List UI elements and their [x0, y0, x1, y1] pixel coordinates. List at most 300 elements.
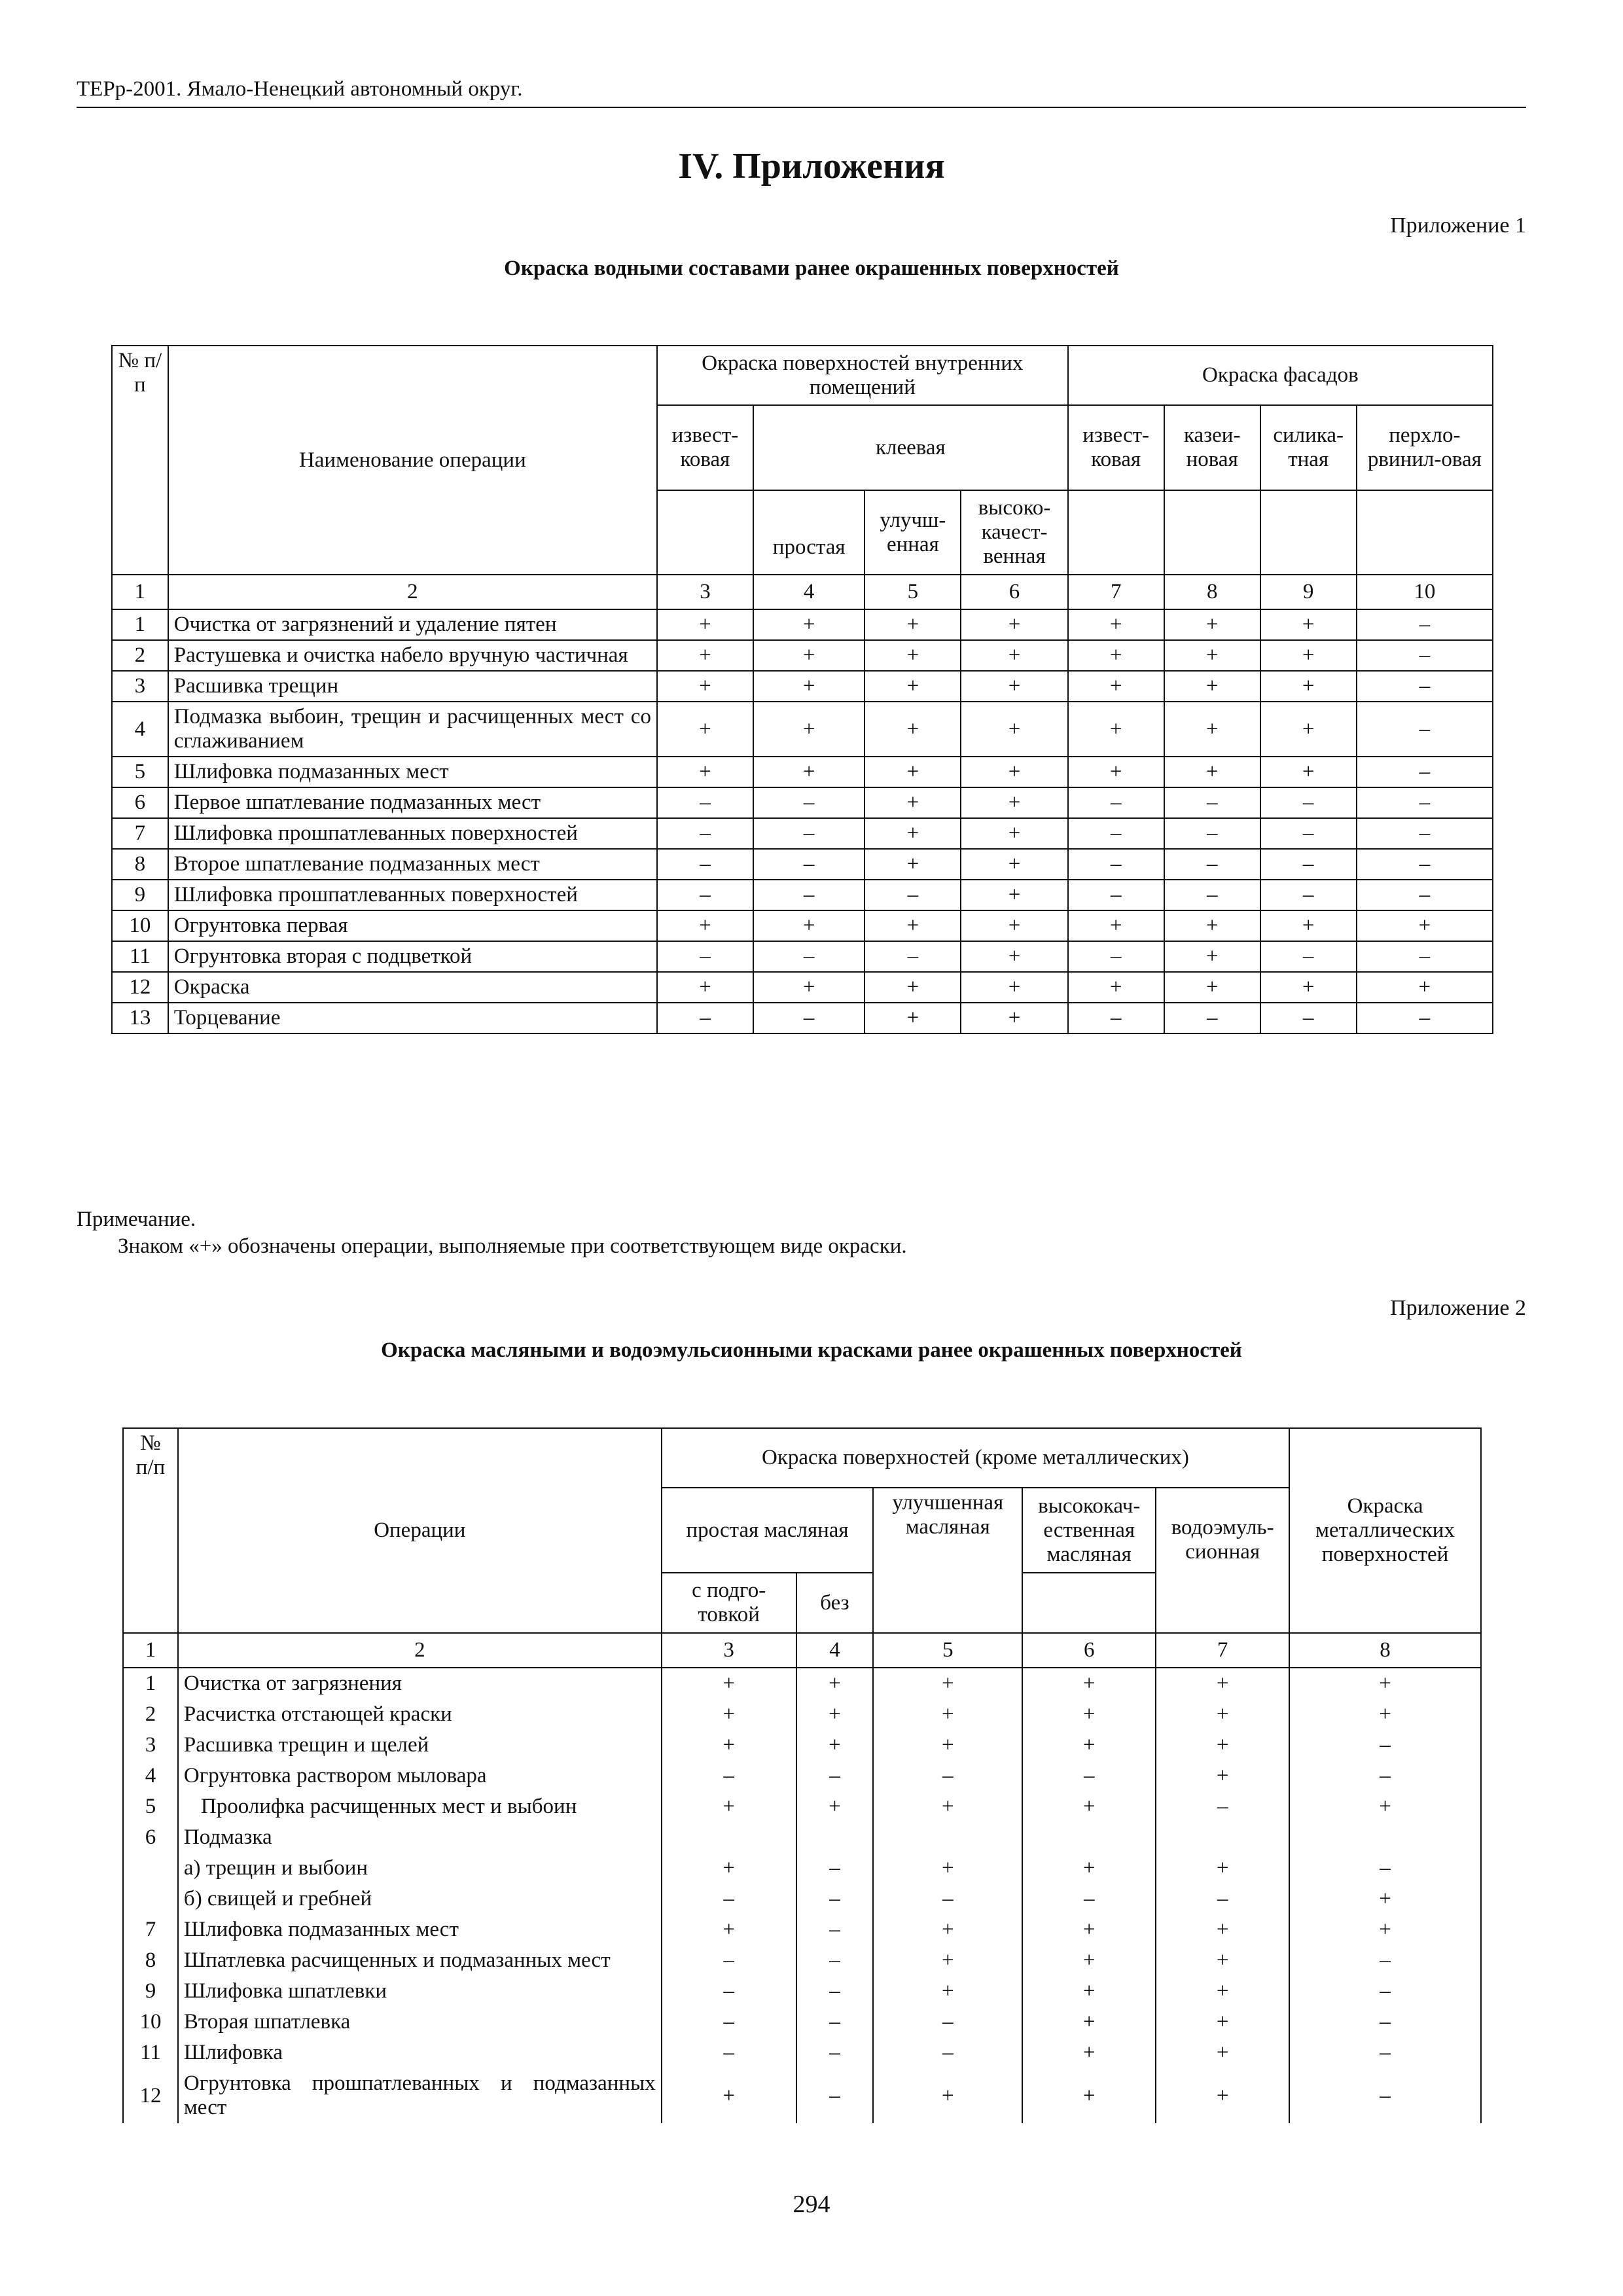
mark-cell: –	[1164, 849, 1260, 880]
col-head-num: № п/п	[123, 1428, 178, 1633]
operation-name: Торцевание	[168, 1003, 657, 1033]
appendix1-title: Окраска водными составами ранее окрашенных поверхностей	[504, 257, 1119, 280]
mark-cell: +	[865, 1003, 961, 1033]
operation-name: Шпатлевка расчищенных и подмазанных мест	[178, 1945, 662, 1976]
mark-cell: –	[1156, 1884, 1289, 1914]
mark-cell: +	[657, 640, 753, 671]
mark-cell: –	[753, 1003, 865, 1033]
mark-cell: +	[1164, 941, 1260, 972]
column-number: 6	[1022, 1633, 1156, 1668]
operation-name: Шлифовка прошпатлеванных поверхностей	[168, 818, 657, 849]
mark-cell: –	[662, 1761, 796, 1791]
mark-cell: +	[753, 702, 865, 757]
col-head-without: без	[796, 1573, 874, 1633]
column-number: 1	[112, 575, 168, 609]
table-row	[112, 1003, 1493, 1033]
col-head-simple-oil: простая масляная	[662, 1488, 874, 1573]
mark-cell: +	[1260, 972, 1357, 1003]
mark-cell: –	[873, 2007, 1022, 2037]
table-row	[112, 849, 1493, 880]
mark-cell: +	[796, 1791, 874, 1822]
table-row	[112, 880, 1493, 910]
col-head-with-prep: с подго-товкой	[662, 1573, 796, 1633]
mark-cell: +	[1164, 640, 1260, 671]
mark-cell: –	[662, 1884, 796, 1914]
note-title: Примечание.	[77, 1208, 196, 1231]
appendix1-table	[111, 345, 1493, 1034]
col-head-metal: Окраска металлических поверхностей	[1289, 1428, 1481, 1633]
mark-cell: –	[753, 818, 865, 849]
mark-cell: –	[662, 1976, 796, 2007]
mark-cell: –	[1357, 880, 1493, 910]
mark-cell: +	[873, 2068, 1022, 2123]
operation-name: а) трещин и выбоин	[178, 1853, 662, 1884]
mark-cell: +	[1260, 671, 1357, 702]
col-head-silicate: силика-тная	[1260, 405, 1357, 490]
mark-cell: –	[796, 1761, 874, 1791]
operation-name: Растушевка и очистка набело вручную частичная	[168, 640, 657, 671]
col-head-glue-simple: простая	[753, 490, 865, 575]
mark-cell: +	[961, 757, 1067, 787]
mark-cell: –	[753, 849, 865, 880]
mark-cell: +	[961, 640, 1067, 671]
mark-cell: +	[657, 972, 753, 1003]
mark-cell: +	[1068, 972, 1164, 1003]
mark-cell: +	[1164, 757, 1260, 787]
col-head-lime-facade: извест-ковая	[1068, 405, 1164, 490]
operation-name: Расчистка отстающей краски	[178, 1699, 662, 1730]
operation-name: Проолифка расчищенных мест и выбоин	[178, 1791, 662, 1822]
mark-cell: +	[961, 787, 1067, 818]
row-number: 2	[112, 640, 168, 671]
mark-cell: +	[961, 671, 1067, 702]
col-head-pvc: перхло-рвинил-овая	[1357, 405, 1493, 490]
table-row	[123, 1945, 1481, 1976]
mark-cell: –	[1164, 787, 1260, 818]
column-number-row	[112, 575, 1493, 609]
mark-cell: –	[657, 941, 753, 972]
mark-cell: +	[1164, 910, 1260, 941]
mark-cell: –	[1357, 671, 1493, 702]
mark-cell: –	[1357, 941, 1493, 972]
section-title: IV. Приложения	[678, 146, 945, 187]
operation-name: Шлифовка подмазанных мест	[168, 757, 657, 787]
table-row	[123, 1976, 1481, 2007]
column-number: 5	[873, 1633, 1022, 1668]
mark-cell: +	[1260, 609, 1357, 640]
mark-cell: –	[1164, 880, 1260, 910]
mark-cell: –	[796, 2007, 874, 2037]
note-text: Знаком «+» обозначены операции, выполняемые при соответствующем виде окраски.	[118, 1234, 907, 1258]
mark-cell	[662, 1822, 796, 1853]
mark-cell: +	[1289, 1791, 1481, 1822]
mark-cell: –	[796, 2068, 874, 2123]
empty-head-cell	[1357, 490, 1493, 575]
col-head-lime-interior: извест-ковая	[657, 405, 753, 490]
mark-cell: +	[1068, 640, 1164, 671]
mark-cell: –	[657, 1003, 753, 1033]
mark-cell: –	[657, 787, 753, 818]
mark-cell: +	[662, 1791, 796, 1822]
operation-name: Расшивка трещин	[168, 671, 657, 702]
mark-cell: –	[1289, 1976, 1481, 2007]
mark-cell: –	[1289, 2068, 1481, 2123]
column-number: 9	[1260, 575, 1357, 609]
mark-cell: +	[873, 1945, 1022, 1976]
mark-cell: –	[662, 1945, 796, 1976]
row-number: 6	[123, 1822, 178, 1853]
mark-cell: +	[1022, 1730, 1156, 1761]
mark-cell: +	[1164, 671, 1260, 702]
row-number: 10	[112, 910, 168, 941]
mark-cell: +	[873, 1668, 1022, 1699]
mark-cell: +	[1164, 702, 1260, 757]
row-number: 1	[112, 609, 168, 640]
table-row	[123, 1699, 1481, 1730]
mark-cell: +	[1164, 972, 1260, 1003]
mark-cell: +	[865, 910, 961, 941]
empty-head-cell	[1260, 490, 1357, 575]
column-number: 1	[123, 1633, 178, 1668]
table-row	[112, 640, 1493, 671]
page-number: 294	[793, 2191, 830, 2218]
mark-cell: +	[961, 818, 1067, 849]
mark-cell: +	[753, 609, 865, 640]
col-head-glue-improved: улучш-енная	[865, 490, 961, 575]
col-head-num: № п/п	[112, 346, 168, 575]
row-number: 4	[112, 702, 168, 757]
mark-cell: +	[1156, 2068, 1289, 2123]
mark-cell: +	[657, 671, 753, 702]
col-head-high-oil: высококач-ественная масляная	[1022, 1488, 1156, 1573]
table-row	[123, 1791, 1481, 1822]
mark-cell: +	[662, 2068, 796, 2123]
row-number: 12	[123, 2068, 178, 2123]
mark-cell: –	[1068, 849, 1164, 880]
row-number: 8	[112, 849, 168, 880]
mark-cell: +	[1022, 2007, 1156, 2037]
mark-cell: +	[1022, 1699, 1156, 1730]
mark-cell: –	[1068, 880, 1164, 910]
mark-cell: +	[961, 702, 1067, 757]
table-row	[112, 757, 1493, 787]
mark-cell: +	[1156, 1976, 1289, 2007]
mark-cell: –	[796, 2037, 874, 2068]
row-number: 12	[112, 972, 168, 1003]
mark-cell: –	[1068, 818, 1164, 849]
row-number: 10	[123, 2007, 178, 2037]
table-row	[112, 609, 1493, 640]
operation-name: б) свищей и гребней	[178, 1884, 662, 1914]
mark-cell: +	[1260, 702, 1357, 757]
mark-cell: +	[657, 702, 753, 757]
mark-cell: +	[796, 1699, 874, 1730]
mark-cell: +	[961, 1003, 1067, 1033]
mark-cell: –	[1260, 818, 1357, 849]
table-row	[123, 1730, 1481, 1761]
operation-name: Шлифовка подмазанных мест	[178, 1914, 662, 1945]
mark-cell: +	[1068, 910, 1164, 941]
mark-cell: –	[865, 880, 961, 910]
mark-cell: +	[865, 757, 961, 787]
row-number: 7	[112, 818, 168, 849]
row-number: 2	[123, 1699, 178, 1730]
mark-cell: –	[1357, 640, 1493, 671]
mark-cell: –	[1260, 880, 1357, 910]
operation-name: Второе шпатлевание подмазанных мест	[168, 849, 657, 880]
mark-cell: +	[753, 910, 865, 941]
mark-cell: –	[1289, 1730, 1481, 1761]
row-number: 3	[112, 671, 168, 702]
operation-name: Подмазка выбоин, трещин и расчищенных мест со сглаживанием	[168, 702, 657, 757]
appendix1-label: Приложение 1	[1390, 213, 1526, 238]
mark-cell: +	[1156, 1730, 1289, 1761]
mark-cell	[1289, 1822, 1481, 1853]
empty-head-cell	[1022, 1573, 1156, 1633]
mark-cell: +	[865, 972, 961, 1003]
mark-cell: +	[1022, 1976, 1156, 2007]
mark-cell: +	[865, 849, 961, 880]
mark-cell: +	[662, 1853, 796, 1884]
mark-cell: –	[1357, 1003, 1493, 1033]
operation-name: Шлифовка прошпатлеванных поверхностей	[168, 880, 657, 910]
column-number: 4	[753, 575, 865, 609]
mark-cell: –	[753, 941, 865, 972]
header-rule	[77, 107, 1526, 108]
mark-cell: +	[961, 910, 1067, 941]
mark-cell: –	[1068, 941, 1164, 972]
mark-cell: +	[865, 818, 961, 849]
table-row	[123, 1822, 1481, 1853]
table-row	[123, 2068, 1481, 2123]
col-head-water-emulsion: водоэмуль-сионная	[1156, 1488, 1289, 1633]
mark-cell: –	[662, 2007, 796, 2037]
mark-cell: +	[1156, 2037, 1289, 2068]
mark-cell: –	[873, 1761, 1022, 1791]
mark-cell: –	[1156, 1791, 1289, 1822]
mark-cell: –	[1289, 1945, 1481, 1976]
mark-cell: +	[1164, 609, 1260, 640]
mark-cell: –	[1068, 787, 1164, 818]
mark-cell: –	[796, 1853, 874, 1884]
mark-cell: +	[865, 640, 961, 671]
mark-cell: +	[1156, 1914, 1289, 1945]
mark-cell: –	[1260, 849, 1357, 880]
table-row	[123, 2037, 1481, 2068]
mark-cell: +	[865, 609, 961, 640]
mark-cell: +	[865, 671, 961, 702]
mark-cell: +	[1156, 2007, 1289, 2037]
col-head-improved-oil: улучшенная масляная	[873, 1488, 1022, 1633]
mark-cell: –	[1357, 787, 1493, 818]
row-number: 8	[123, 1945, 178, 1976]
mark-cell: +	[662, 1668, 796, 1699]
mark-cell: +	[1022, 1914, 1156, 1945]
operation-name: Шлифовка	[178, 2037, 662, 2068]
column-number: 8	[1164, 575, 1260, 609]
mark-cell: –	[796, 1976, 874, 2007]
mark-cell: –	[1068, 1003, 1164, 1033]
col-head-glue: клеевая	[753, 405, 1068, 490]
mark-cell: +	[657, 757, 753, 787]
column-number: 3	[657, 575, 753, 609]
mark-cell: –	[657, 818, 753, 849]
mark-cell: –	[1289, 1853, 1481, 1884]
mark-cell: +	[1022, 1791, 1156, 1822]
row-number: 13	[112, 1003, 168, 1033]
row-number: 5	[112, 757, 168, 787]
mark-cell: +	[796, 1668, 874, 1699]
empty-head-cell	[1164, 490, 1260, 575]
mark-cell: –	[796, 1945, 874, 1976]
table-row	[123, 1884, 1481, 1914]
mark-cell: +	[1022, 1945, 1156, 1976]
mark-cell: –	[796, 1914, 874, 1945]
operation-name: Очистка от загрязнений и удаление пятен	[168, 609, 657, 640]
column-number: 8	[1289, 1633, 1481, 1668]
col-head-casein: казеи-новая	[1164, 405, 1260, 490]
column-number: 7	[1156, 1633, 1289, 1668]
mark-cell: +	[961, 880, 1067, 910]
mark-cell: –	[873, 2037, 1022, 2068]
mark-cell: –	[865, 941, 961, 972]
mark-cell: +	[1156, 1668, 1289, 1699]
mark-cell: +	[873, 1853, 1022, 1884]
column-number: 5	[865, 575, 961, 609]
mark-cell: +	[1289, 1699, 1481, 1730]
table-row	[112, 702, 1493, 757]
mark-cell: –	[1164, 1003, 1260, 1033]
row-number: 3	[123, 1730, 178, 1761]
mark-cell	[1156, 1822, 1289, 1853]
mark-cell: –	[873, 1884, 1022, 1914]
mark-cell: –	[1357, 818, 1493, 849]
operation-name: Окраска	[168, 972, 657, 1003]
mark-cell: +	[961, 941, 1067, 972]
mark-cell: +	[753, 671, 865, 702]
appendix2-label: Приложение 2	[1390, 1296, 1526, 1320]
row-number: 6	[112, 787, 168, 818]
mark-cell: +	[1156, 1853, 1289, 1884]
mark-cell: +	[873, 1699, 1022, 1730]
mark-cell: +	[662, 1914, 796, 1945]
operation-name: Огрунтовка прошпатлеванных и подмазанных мест	[178, 2068, 662, 2123]
operation-name: Огрунтовка вторая с подцветкой	[168, 941, 657, 972]
mark-cell	[1022, 1822, 1156, 1853]
mark-cell: +	[1068, 757, 1164, 787]
mark-cell: –	[657, 880, 753, 910]
table-row	[123, 2007, 1481, 2037]
operation-name: Первое шпатлевание подмазанных мест	[168, 787, 657, 818]
mark-cell: +	[1156, 1761, 1289, 1791]
mark-cell: –	[657, 849, 753, 880]
column-number: 6	[961, 575, 1067, 609]
mark-cell: +	[1357, 910, 1493, 941]
mark-cell: +	[1260, 910, 1357, 941]
mark-cell: +	[1260, 640, 1357, 671]
operation-name: Огрунтовка первая	[168, 910, 657, 941]
mark-cell: +	[961, 609, 1067, 640]
mark-cell: +	[1289, 1668, 1481, 1699]
mark-cell: –	[1289, 2007, 1481, 2037]
table-row	[112, 910, 1493, 941]
appendix2-table	[122, 1427, 1482, 2123]
mark-cell: +	[873, 1976, 1022, 2007]
mark-cell: –	[1357, 702, 1493, 757]
table-row	[112, 941, 1493, 972]
table-row	[123, 1914, 1481, 1945]
col-head-glue-high: высоко-качест-венная	[961, 490, 1067, 575]
column-number: 7	[1068, 575, 1164, 609]
mark-cell: +	[1068, 702, 1164, 757]
operation-name: Шлифовка шпатлевки	[178, 1976, 662, 2007]
mark-cell: +	[1357, 972, 1493, 1003]
mark-cell: –	[1289, 2037, 1481, 2068]
mark-cell: +	[662, 1730, 796, 1761]
empty-head-cell	[1068, 490, 1164, 575]
mark-cell: +	[865, 787, 961, 818]
mark-cell: –	[1357, 609, 1493, 640]
mark-cell: –	[1164, 818, 1260, 849]
mark-cell: +	[873, 1914, 1022, 1945]
mark-cell	[873, 1822, 1022, 1853]
row-number	[123, 1853, 178, 1884]
mark-cell: +	[753, 972, 865, 1003]
mark-cell: +	[865, 702, 961, 757]
group-head-interior: Окраска поверхностей внутренних помещений	[657, 346, 1068, 405]
appendix2-title: Окраска масляными и водоэмульсионными красками ранее окрашенных поверхностей	[381, 1338, 1242, 1362]
mark-cell: +	[1022, 1668, 1156, 1699]
mark-cell: +	[796, 1730, 874, 1761]
mark-cell: +	[1068, 671, 1164, 702]
mark-cell: –	[1022, 1884, 1156, 1914]
row-number	[123, 1884, 178, 1914]
mark-cell: +	[753, 640, 865, 671]
row-number: 4	[123, 1761, 178, 1791]
col-head-operation: Наименование операции	[168, 346, 657, 575]
operation-name: Вторая шпатлевка	[178, 2007, 662, 2037]
operation-name: Расшивка трещин и щелей	[178, 1730, 662, 1761]
mark-cell: –	[1357, 757, 1493, 787]
row-number: 1	[123, 1668, 178, 1699]
mark-cell: –	[1260, 1003, 1357, 1033]
column-number: 2	[178, 1633, 662, 1668]
mark-cell: +	[753, 757, 865, 787]
mark-cell: +	[1289, 1884, 1481, 1914]
operation-name: Очистка от загрязнения	[178, 1668, 662, 1699]
table-row	[123, 1761, 1481, 1791]
mark-cell: +	[1156, 1699, 1289, 1730]
mark-cell	[796, 1822, 874, 1853]
mark-cell: –	[1022, 1761, 1156, 1791]
mark-cell: +	[873, 1791, 1022, 1822]
table-row	[112, 787, 1493, 818]
mark-cell: +	[1022, 2068, 1156, 2123]
empty-head-cell	[657, 490, 753, 575]
mark-cell: +	[657, 609, 753, 640]
group-head-surfaces: Окраска поверхностей (кроме металлических)	[662, 1428, 1289, 1488]
mark-cell: –	[753, 787, 865, 818]
mark-cell: +	[1022, 2037, 1156, 2068]
mark-cell: +	[961, 972, 1067, 1003]
mark-cell: –	[796, 1884, 874, 1914]
table-row	[123, 1853, 1481, 1884]
column-number: 3	[662, 1633, 796, 1668]
mark-cell: +	[1022, 1853, 1156, 1884]
operation-name: Огрунтовка раствором мыловара	[178, 1761, 662, 1791]
mark-cell: –	[1260, 941, 1357, 972]
table-row	[112, 671, 1493, 702]
